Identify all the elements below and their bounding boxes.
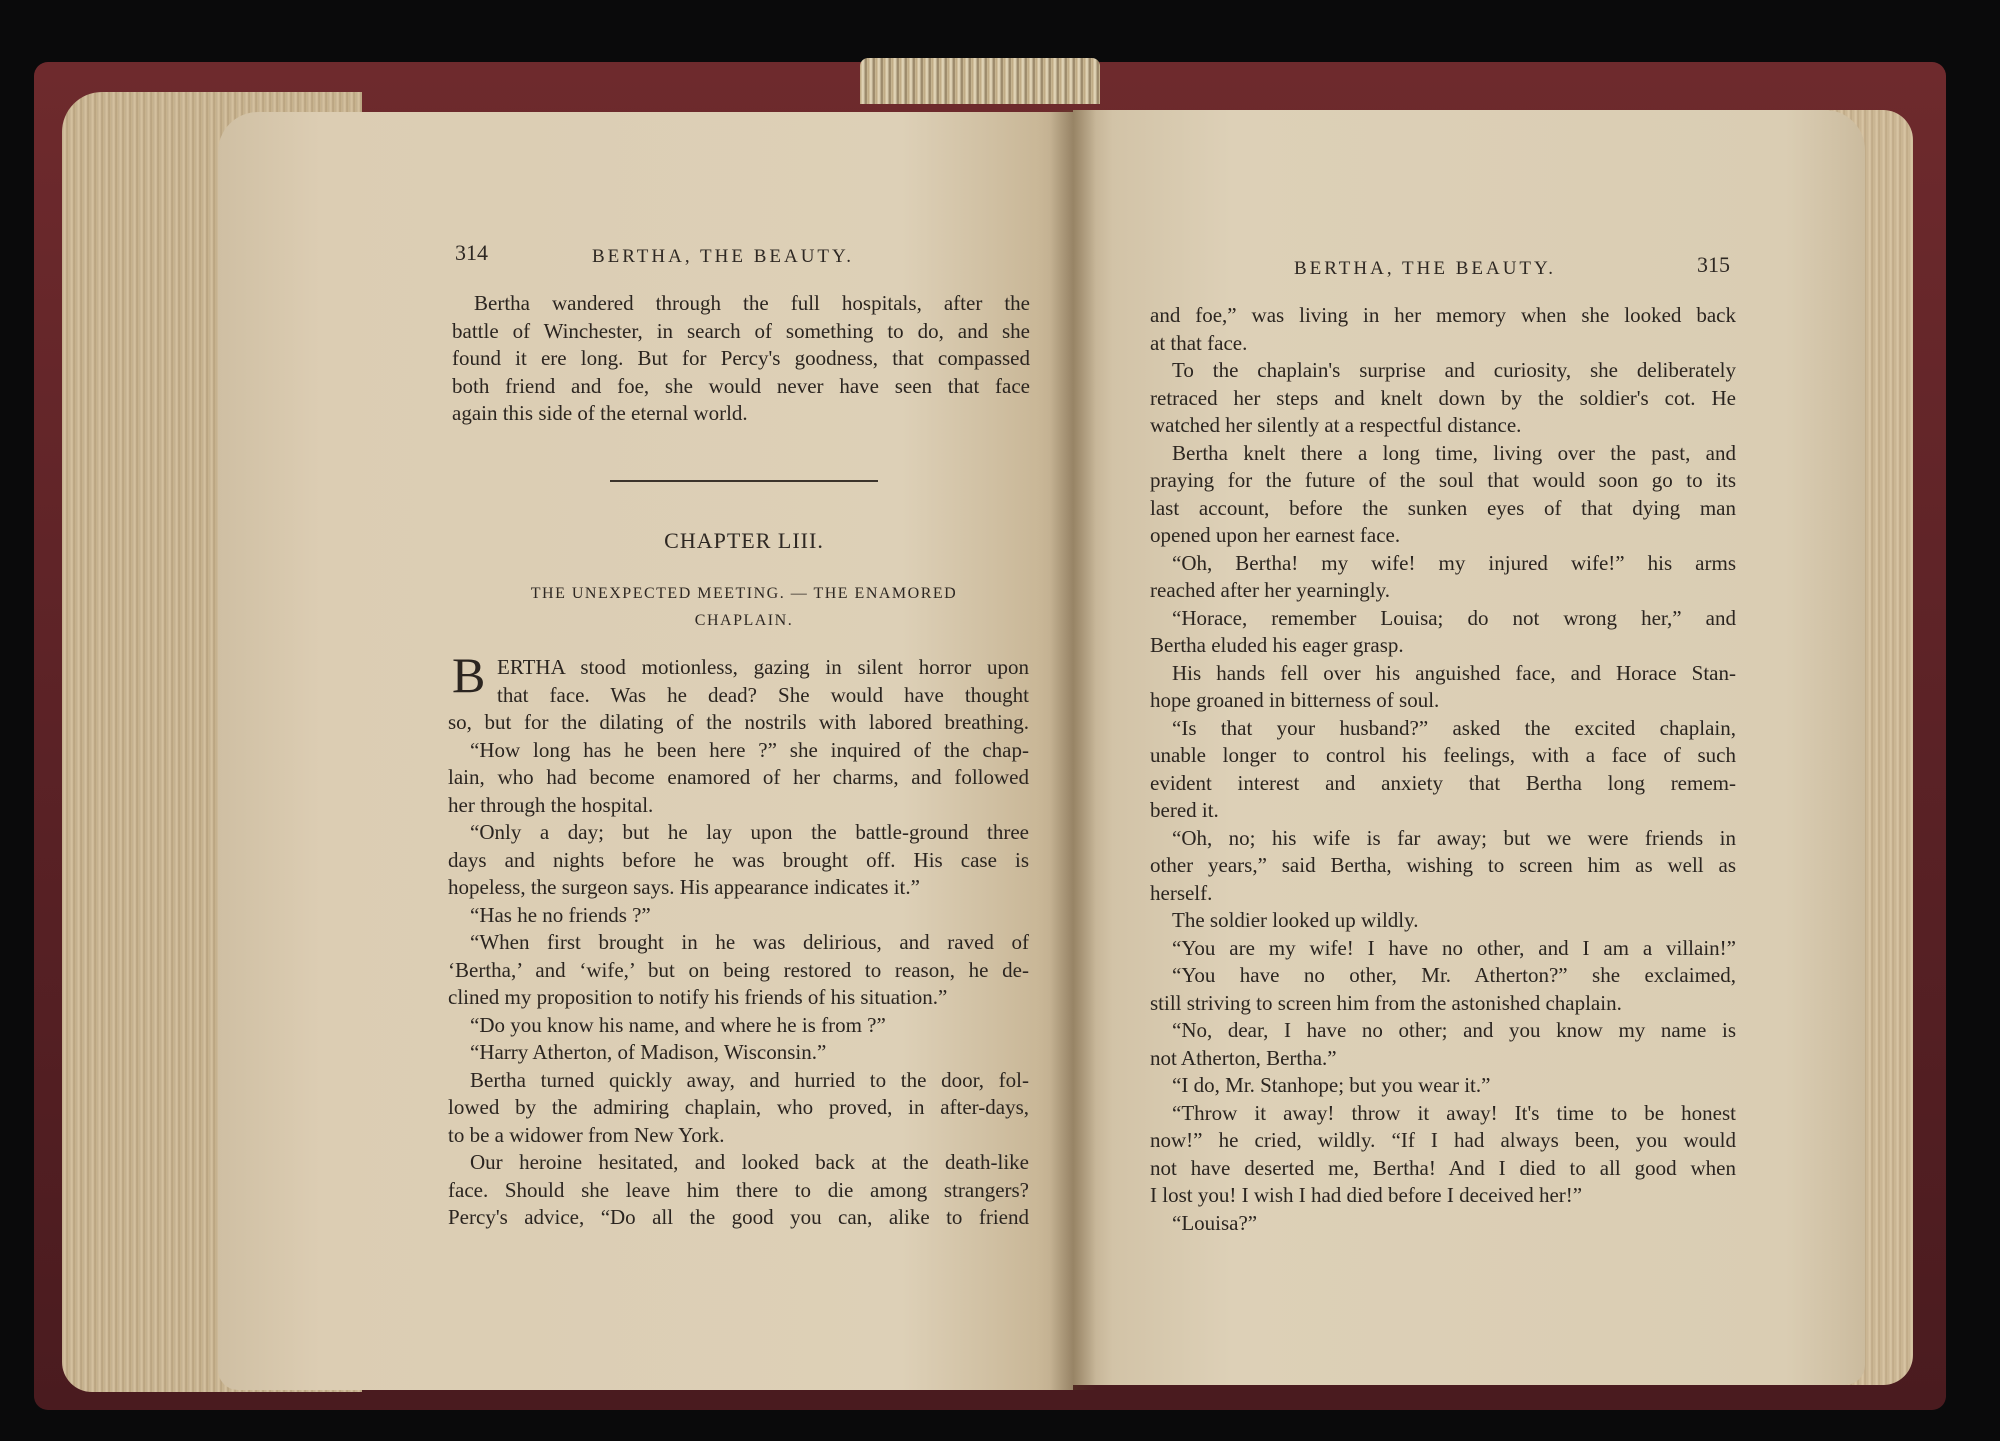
text-line: Bertha turned quickly away, and hurried to the door, fol-: [470, 1067, 1029, 1092]
left-folio: 314: [455, 240, 488, 265]
chapter-title: CHAPTER LIII.: [664, 528, 824, 553]
text-line: “Oh, Bertha! my wife! my injured wife!” his arms: [1172, 550, 1736, 575]
text-line: “I do, Mr. Stanhope; but you wear it.”: [1172, 1073, 1491, 1097]
text-line: unable longer to control his feelings, with a face of such: [1150, 743, 1736, 767]
text-line: Bertha eluded his eager grasp.: [1150, 633, 1404, 657]
text-line: lowed by the admiring chaplain, who proved, in after-days,: [448, 1095, 1029, 1119]
left-body: [448, 709, 1029, 1232]
right-body: [1150, 302, 1736, 1237]
right-running-head: BERTHA, THE BEAUTY.: [1294, 258, 1557, 279]
text-line: “Do you know his name, and where he is from ?”: [470, 1012, 886, 1037]
text-line: ‘Bertha,’ and ‘wife,’ but on being restored to reason, he de-: [448, 957, 1029, 982]
text-line: “Is that your husband?” asked the excited chaplain,: [1172, 715, 1736, 740]
text-line: Our heroine hesitated, and looked back at the death-like: [470, 1150, 1029, 1174]
drop-cap: B: [452, 647, 486, 703]
text-line: not Atherton, Bertha.”: [1150, 1045, 1337, 1070]
text-line: “Horace, remember Louisa; do not wrong her,” and: [1172, 605, 1736, 630]
text-line: “You have no other, Mr. Atherton?” she exclaimed,: [1172, 963, 1736, 987]
text-line: “Louisa?”: [1172, 1210, 1258, 1235]
left-running-head: BERTHA, THE BEAUTY.: [592, 246, 855, 267]
opening-lines: [497, 654, 1029, 709]
text-line: days and nights before he was brought off. His case is: [448, 847, 1029, 872]
chapter-subtitle-line: THE UNEXPECTED MEETING. — THE ENAMORED: [530, 585, 958, 602]
text-line: clined my proposition to notify his friends of his situation.”: [448, 985, 948, 1009]
text-line: face. Should she leave him there to die among strangers?: [448, 1177, 1029, 1202]
text-line: To the chaplain's surprise and curiosity, she deliberately: [1172, 358, 1736, 382]
text-line: opened upon her earnest face.: [1150, 523, 1401, 547]
text-line: “You are my wife! I have no other, and I am a villain!”: [1172, 935, 1736, 960]
text-line: I lost you! I wish I had died before I deceived her!”: [1150, 1183, 1583, 1207]
text-line: so, but for the dilating of the nostrils with labored breathing.: [448, 710, 1029, 734]
text-line: praying for the future of the soul that would soon go to its: [1150, 468, 1736, 492]
right-folio: 315: [1697, 252, 1730, 277]
text-line: reached after her yearningly.: [1150, 578, 1390, 602]
text-line: lain, who had become enamored of her charms, and followed: [448, 765, 1029, 789]
text-line: evident interest and anxiety that Bertha long remem-: [1150, 770, 1736, 795]
text-line: battle of Winchester, in search of something to do, and she: [452, 318, 1030, 343]
text-line: at that face.: [1150, 330, 1248, 355]
gutter-shadow: [1050, 110, 1096, 1390]
text-line: “Has he no friends ?”: [470, 902, 651, 927]
text-line: “Throw it away! throw it away! It's time to be honest: [1172, 1100, 1736, 1125]
text-line: hope groaned in bitterness of soul.: [1150, 688, 1440, 712]
text-line: found it ere long. But for Percy's goodness, that compassed: [452, 346, 1030, 370]
section-rule: [610, 480, 878, 482]
text-line: The soldier looked up wildly.: [1172, 908, 1419, 932]
chapter-subtitle-line: CHAPLAIN.: [694, 612, 794, 629]
text-line: last account, before the sunken eyes of that dying man: [1150, 495, 1736, 520]
text-line: hopeless, the surgeon says. His appearance indicates it.”: [448, 875, 920, 899]
text-line: watched her silently at a respectful distance.: [1150, 413, 1522, 437]
text-line: Percy's advice, “Do all the good you can, alike to friend: [448, 1205, 1029, 1229]
text-line: ERTHA stood motionless, gazing in silent horror upon: [497, 655, 1029, 679]
text-line: “When first brought in he was delirious, and raved of: [470, 930, 1029, 954]
text-line: that face. Was he dead? She would have thought: [497, 682, 1029, 707]
text-line: retraced her steps and knelt down by the soldier's cot. He: [1150, 385, 1736, 410]
text-line: to be a widower from New York.: [448, 1122, 725, 1147]
text-line: and foe,” was living in her memory when she looked back: [1150, 303, 1736, 327]
left-top-paragraph: [452, 290, 1030, 428]
chapter-subtitle: [450, 580, 1038, 634]
text-line: still striving to screen him from the astonished chaplain.: [1150, 990, 1622, 1015]
text-line: “No, dear, I have no other; and you know my name is: [1172, 1018, 1736, 1042]
text-line: bered it.: [1150, 798, 1219, 822]
text-line: again this side of the eternal world.: [452, 401, 748, 425]
text-line: “Oh, no; his wife is far away; but we were friends in: [1172, 825, 1736, 850]
spine-headband: [860, 58, 1100, 104]
text-line: not have deserted me, Bertha! And I died to all good when: [1150, 1155, 1736, 1180]
text-line: “Only a day; but he lay upon the battle-ground three: [470, 820, 1029, 844]
text-line: herself.: [1150, 880, 1213, 905]
text-line: Bertha knelt there a long time, living over the past, and: [1172, 440, 1736, 465]
text-line: Bertha wandered through the full hospitals, after the: [474, 291, 1030, 315]
text-line: His hands fell over his anguished face, and Horace Stan-: [1172, 660, 1736, 685]
text-line: other years,” said Bertha, wishing to screen him as well as: [1150, 853, 1736, 877]
text-line: both friend and foe, she would never have seen that face: [452, 373, 1030, 398]
text-line: now!” he cried, wildly. “If I had always been, you would: [1150, 1128, 1736, 1152]
text-line: her through the hospital.: [448, 792, 654, 817]
text-line: “How long has he been here ?” she inquired of the chap-: [470, 737, 1029, 762]
text-line: “Harry Atherton, of Madison, Wisconsin.”: [470, 1040, 827, 1064]
